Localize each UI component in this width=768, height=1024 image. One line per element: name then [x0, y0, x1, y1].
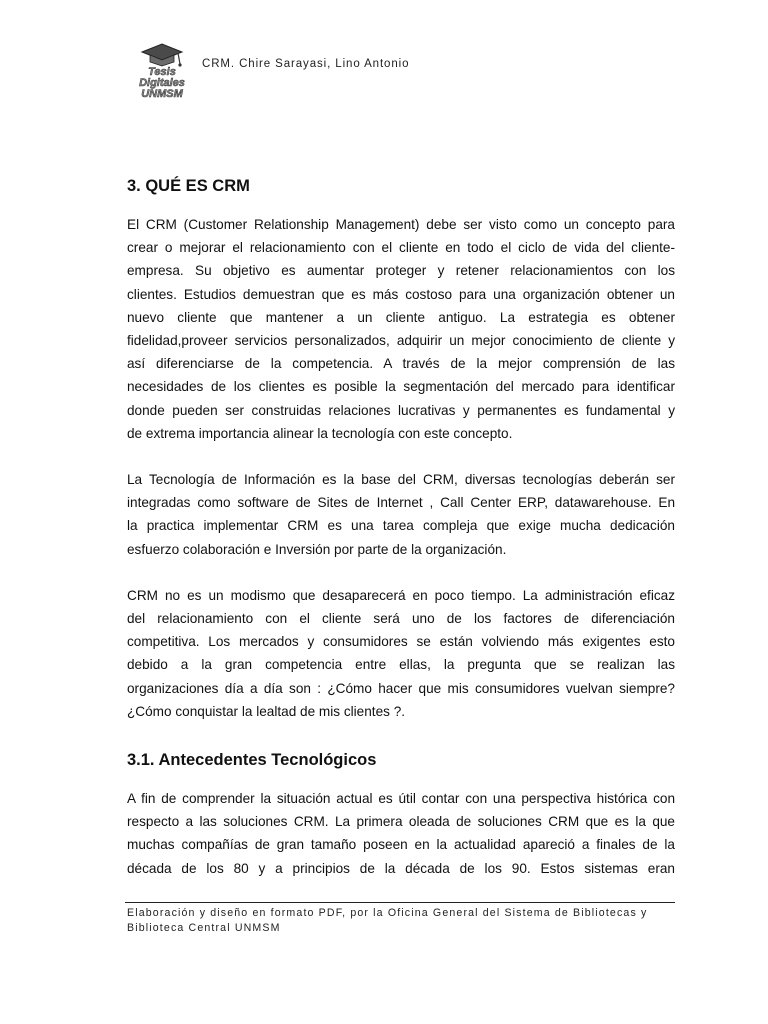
footer-line: Biblioteca Central UNMSM — [127, 921, 281, 934]
text-line: integradas como software de Sites de Internet , Call Center ERP, datawarehouse. En — [127, 495, 675, 511]
text-line: la practica implementar CRM es una tarea compleja que exige mucha dedicación — [127, 518, 675, 534]
text-line: clientes. Estudios demuestran que es más costoso para una organización obtener un — [127, 286, 675, 302]
paragraph-1 — [127, 213, 675, 445]
text-line: ¿Cómo conquistar la lealtad de mis clientes ?. — [127, 703, 406, 719]
text-line: empresa. Su objetivo es aumentar proteger y retener relacionamientos con los — [127, 263, 675, 279]
tesis-digitales-logo — [126, 42, 198, 104]
subsection — [127, 750, 675, 880]
text-line: así diferenciarse de la competencia. A través de la mejor comprensión de las — [127, 356, 675, 372]
text-line: de extrema importancia alinear la tecnología con este concepto. — [127, 425, 513, 441]
paragraph-3 — [127, 584, 675, 723]
footer-line: Elaboración y diseño en formato PDF, por la Oficina General del Sistema de Bibliotecas y — [127, 907, 648, 919]
text-line: del relacionamiento con el cliente será uno de los factores de diferenciación — [127, 611, 675, 627]
logo-word-3: UNMSM — [141, 88, 183, 100]
text-line: nuevo cliente que mantener a un cliente antiguo. La estrategia es obtener — [127, 309, 675, 325]
text-line: CRM no es un modismo que desaparecerá en poco tiempo. La administración eficaz — [127, 587, 675, 603]
paragraph-4 — [127, 787, 675, 880]
text-line: La Tecnología de Información es la base del CRM, diversas tecnologías deberán ser — [127, 472, 675, 488]
paragraph-2 — [127, 468, 675, 561]
text-line: necesidades de los clientes es posible la segmentación del mercado para identificar — [127, 379, 675, 395]
text-line: crear o mejorar el relacionamiento con el cliente en todo el ciclo de vida del cliente- — [127, 240, 675, 256]
section-heading: 3. QUÉ ES CRM — [127, 177, 250, 195]
text-line: respecto a las soluciones CRM. La primera oleada de soluciones CRM que es la que — [127, 814, 675, 830]
main-content — [127, 176, 675, 903]
text-line: fidelidad,proveer servicios personalizados, adquirir un mejor conocimiento de cliente y — [127, 333, 675, 349]
text-line: debido a la gran competencia entre ellas, la pregunta que se realizan las — [127, 657, 675, 673]
text-line: década de los 80 y a principios de la década de los 90. Estos sistemas eran — [127, 860, 675, 876]
footer-credit — [127, 906, 677, 935]
text-line: esfuerzo colaboración e Inversión por parte de la organización. — [127, 541, 507, 557]
text-line: A fin de comprender la situación actual es útil contar con una perspectiva histórica con — [127, 791, 675, 807]
text-line: organizaciones día a día son : ¿Cómo hacer que mis consumidores vuelvan siempre? — [127, 680, 675, 696]
text-line: muchas compañías de gran tamaño poseen en la actualidad apareció a finales de la — [127, 837, 675, 853]
footer-divider — [125, 902, 675, 903]
text-line: El CRM (Customer Relationship Management) debe ser visto como un concepto para — [127, 217, 675, 232]
text-line: donde pueden ser construidas relaciones lucrativas y permanentes es fundamental y — [127, 402, 675, 418]
text-line: competitiva. Los mercados y consumidores se están volviendo más exigentes esto — [127, 634, 675, 650]
subsection-heading: 3.1. Antecedentes Tecnológicos — [127, 751, 377, 770]
logo-word-2: Digitales — [139, 77, 185, 89]
graduation-cap-icon — [126, 42, 198, 104]
logo-word-1: Tesis — [148, 66, 176, 78]
header-author-line: CRM. Chire Sarayasi, Lino Antonio — [202, 58, 410, 70]
